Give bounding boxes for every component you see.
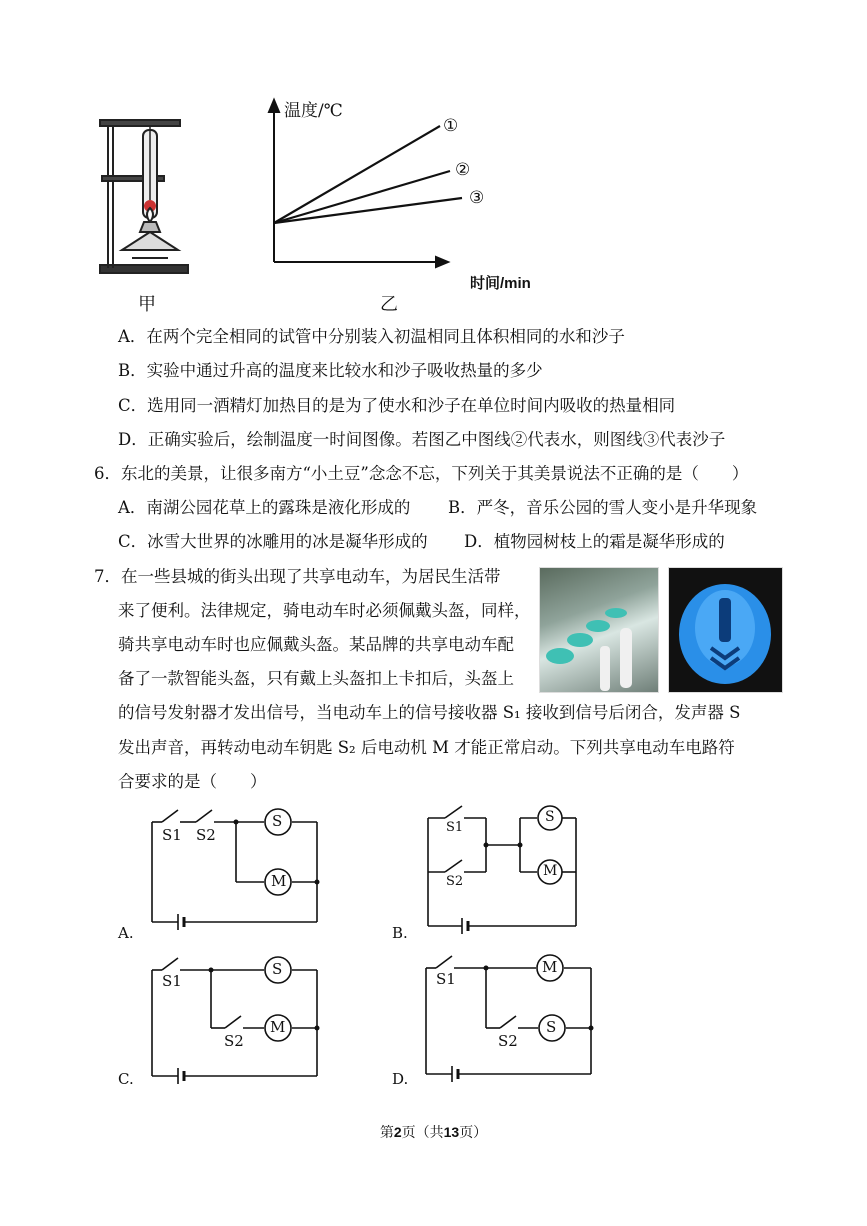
graph-y-axis-label: 温度/℃ [284,101,343,121]
q7-line-2: 来了便利。法律规定，骑电动车时必须佩戴头盔，同样， [118,601,531,620]
q5-option-c: C．选用同一酒精灯加热目的是为了使水和沙子在单位时间内吸收的热量相同 [118,396,676,415]
circuit-a-s1: S1 [162,826,182,844]
circuit-c-label: C. [118,1070,134,1088]
q7-line-5: 的信号发射器才发出信号，当电动车上的信号接收器 S₁ 接收到信号后闭合，发声器 S [118,703,741,722]
footer-prefix: 第 [379,1125,394,1141]
graph-line-label-3: ③ [469,188,485,208]
q7-line-6: 发出声音，再转动电动车钥匙 S₂ 后电动机 M 才能正常启动。下列共享电动车电路符 [118,738,735,757]
footer-page-number: 2 [393,1124,402,1140]
q6-option-d: D．植物园树枝上的霜是凝华形成的 [464,532,725,551]
graph-line-label-1: ① [443,116,459,136]
circuit-b-s2: S2 [446,874,464,889]
graph-line-label-2: ② [455,160,471,180]
circuit-d-label: D. [392,1070,409,1088]
circuit-a-motor: M [271,872,287,890]
circuit-c-sounder: S [272,960,283,978]
q6-option-c: C．冰雪大世界的冰雕用的冰是凝华形成的 [118,532,428,551]
circuit-a-s2: S2 [196,826,216,844]
circuit-c-s2: S2 [224,1032,244,1050]
circuit-b-label: B. [392,924,408,942]
q6-option-a: A．南湖公园花草上的露珠是液化形成的 [118,498,411,517]
q6-stem: 6．东北的美景，让很多南方“小土豆”念念不忘，下列关于其美景说法不正确的是（ ） [94,464,749,483]
q7-line-4: 备了一款智能头盔，只有戴上头盔扣上卡扣后，头盔上 [118,669,514,688]
page-footer [0,1122,867,1142]
circuit-b-motor: M [543,863,558,879]
q7-line-1: 7．在一些县城的街头出现了共享电动车，为居民生活带 [94,567,501,586]
circuit-d-s2: S2 [498,1032,518,1050]
graph-x-axis-label: 时间/min [470,275,531,292]
q6-option-b: B．严冬，音乐公园的雪人变小是升华现象 [448,498,758,517]
q7-line-7: 合要求的是（ ） [118,772,267,791]
circuit-d-motor: M [542,958,558,976]
circuit-b-s1: S1 [446,820,464,835]
circuit-c-s1: S1 [162,972,182,990]
circuit-d-s1: S1 [436,970,456,988]
figure-jia-label: 甲 [138,294,156,315]
footer-middle: 页（共 [401,1125,444,1141]
q5-option-d: D．正确实验后，绘制温度一时间图像。若图乙中图线②代表水，则图线③代表沙子 [118,430,726,449]
circuit-b-sounder: S [545,809,555,825]
circuit-a-sounder: S [272,812,283,830]
q7-line-3: 骑共享电动车时也应佩戴头盔。某品牌的共享电动车配 [118,635,514,654]
q5-option-b: B．实验中通过升高的温度来比较水和沙子吸收热量的多少 [118,361,543,380]
circuit-a-label: A. [118,924,134,942]
footer-suffix: 页） [459,1125,488,1141]
circuit-c-motor: M [270,1018,286,1036]
figure-yi-label: 乙 [380,294,398,315]
footer-total-pages: 13 [443,1124,460,1140]
circuit-d-sounder: S [546,1018,557,1036]
q5-option-a: A．在两个完全相同的试管中分别装入初温相同且体积相同的水和沙子 [118,327,625,346]
